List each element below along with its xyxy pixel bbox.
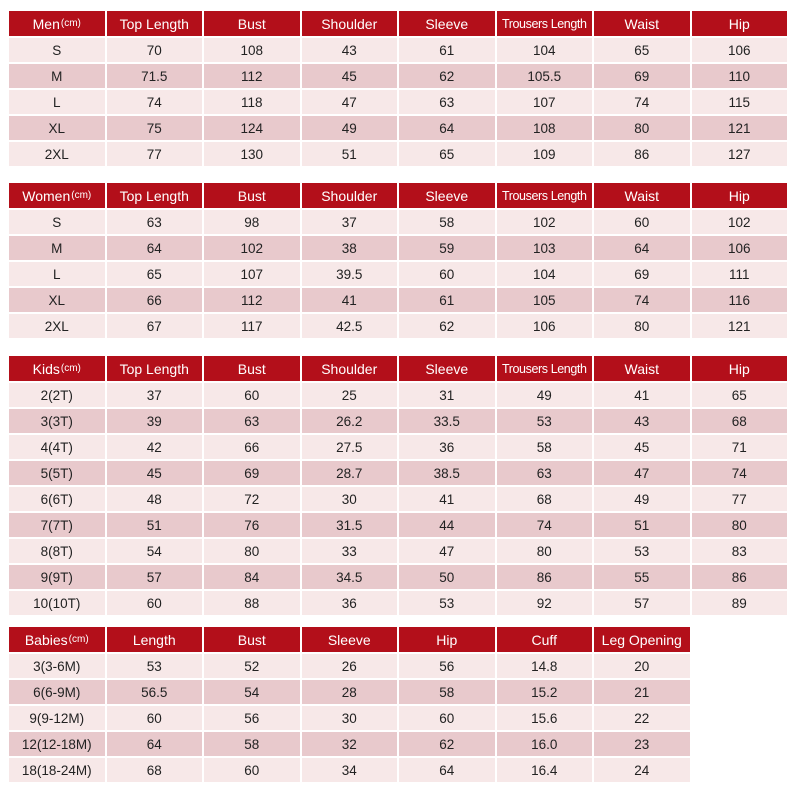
column-header-trousers-length: Trousers Length — [497, 356, 595, 383]
table-cell: 45 — [302, 64, 400, 90]
table-cell: 31.5 — [302, 513, 400, 539]
table-cell: 14.8 — [497, 654, 595, 680]
table-cell: 86 — [497, 565, 595, 591]
table-cell: 74 — [692, 461, 790, 487]
table-title-text: Women — [22, 187, 71, 204]
table-header — [9, 11, 789, 38]
table-title-text: Kids — [32, 360, 60, 377]
table-body — [9, 383, 789, 617]
table-cell: 24 — [594, 758, 692, 784]
table-cell: 118 — [204, 90, 302, 116]
table-cell: 33 — [302, 539, 400, 565]
table-cell: 28.7 — [302, 461, 400, 487]
table-cell: 106 — [692, 236, 790, 262]
table-row — [9, 210, 789, 236]
table-cell: 64 — [107, 732, 205, 758]
table-cell: 39 — [107, 409, 205, 435]
table-cell: 89 — [692, 591, 790, 617]
table-cell: 80 — [594, 314, 692, 340]
table-cell: 34 — [302, 758, 400, 784]
table-cell: 67 — [107, 314, 205, 340]
table-cell: 60 — [594, 210, 692, 236]
table-cell: 74 — [497, 513, 595, 539]
size-label: M — [9, 64, 107, 90]
table-cell: 66 — [107, 288, 205, 314]
column-header-bust: Bust — [204, 11, 302, 38]
size-label: 8(8T) — [9, 539, 107, 565]
column-header-trousers-length: Trousers Length — [497, 183, 595, 210]
table-cell: 74 — [594, 288, 692, 314]
table-cell: 70 — [107, 38, 205, 64]
column-header-cuff: Cuff — [497, 627, 595, 654]
table-cell: 41 — [302, 288, 400, 314]
table-header — [9, 627, 692, 654]
table-cell: 69 — [204, 461, 302, 487]
table-cell: 64 — [107, 236, 205, 262]
table-cell: 104 — [497, 38, 595, 64]
table-cell: 80 — [204, 539, 302, 565]
table-unit: (cm) — [60, 18, 81, 29]
table-title — [9, 356, 107, 383]
table-cell: 111 — [692, 262, 790, 288]
table-header — [9, 356, 789, 383]
table-cell: 56 — [399, 654, 497, 680]
table-cell: 107 — [204, 262, 302, 288]
column-header-shoulder: Shoulder — [302, 11, 400, 38]
table-cell: 38 — [302, 236, 400, 262]
table-title-text: Babies — [24, 631, 68, 648]
table-cell: 71 — [692, 435, 790, 461]
table-cell: 42 — [107, 435, 205, 461]
table-cell: 42.5 — [302, 314, 400, 340]
table-cell: 121 — [692, 314, 790, 340]
table-cell: 57 — [594, 591, 692, 617]
table-title-text: Men — [32, 15, 60, 32]
table-body — [9, 210, 789, 340]
table-cell: 49 — [497, 383, 595, 409]
size-table-men — [9, 11, 789, 168]
table-cell: 25 — [302, 383, 400, 409]
size-label: S — [9, 38, 107, 64]
table-cell: 45 — [107, 461, 205, 487]
size-label: XL — [9, 116, 107, 142]
column-header-sleeve: Sleeve — [399, 183, 497, 210]
table-cell: 105 — [497, 288, 595, 314]
table-row — [9, 461, 789, 487]
table-cell: 41 — [594, 383, 692, 409]
table-cell: 51 — [302, 142, 400, 168]
column-header-top-length: Top Length — [107, 183, 205, 210]
size-table-kids — [9, 356, 789, 617]
table-cell: 68 — [497, 487, 595, 513]
table-cell: 41 — [399, 487, 497, 513]
size-label: 5(5T) — [9, 461, 107, 487]
table-cell: 74 — [594, 90, 692, 116]
size-table-babies — [9, 627, 692, 784]
table-cell: 110 — [692, 64, 790, 90]
size-label: L — [9, 262, 107, 288]
table-cell: 106 — [497, 314, 595, 340]
table-cell: 60 — [107, 591, 205, 617]
table-row — [9, 116, 789, 142]
table-cell: 59 — [399, 236, 497, 262]
table-cell: 66 — [204, 435, 302, 461]
table-cell: 127 — [692, 142, 790, 168]
table-cell: 32 — [302, 732, 400, 758]
table-cell: 56 — [204, 706, 302, 732]
table-row — [9, 591, 789, 617]
table-cell: 53 — [107, 654, 205, 680]
column-header-waist: Waist — [594, 11, 692, 38]
size-label: XL — [9, 288, 107, 314]
table-cell: 45 — [594, 435, 692, 461]
table-cell: 77 — [107, 142, 205, 168]
table-cell: 86 — [594, 142, 692, 168]
column-header-shoulder: Shoulder — [302, 183, 400, 210]
table-cell: 69 — [594, 64, 692, 90]
column-header-bust: Bust — [204, 356, 302, 383]
table-cell: 60 — [399, 262, 497, 288]
table-cell: 60 — [204, 758, 302, 784]
table-cell: 63 — [497, 461, 595, 487]
table-cell: 86 — [692, 565, 790, 591]
table-cell: 60 — [107, 706, 205, 732]
table-header — [9, 183, 789, 210]
table-row — [9, 262, 789, 288]
column-header-leg-opening: Leg Opening — [594, 627, 692, 654]
table-cell: 15.6 — [497, 706, 595, 732]
table-row — [9, 758, 692, 784]
table-cell: 34.5 — [302, 565, 400, 591]
table-cell: 47 — [399, 539, 497, 565]
table-cell: 62 — [399, 64, 497, 90]
table-cell: 52 — [204, 654, 302, 680]
table-unit: (cm) — [60, 363, 81, 374]
table-row — [9, 314, 789, 340]
size-label: 6(6T) — [9, 487, 107, 513]
table-cell: 104 — [497, 262, 595, 288]
table-row — [9, 435, 789, 461]
column-header-sleeve: Sleeve — [399, 356, 497, 383]
size-label: 3(3T) — [9, 409, 107, 435]
table-cell: 48 — [107, 487, 205, 513]
table-cell: 36 — [302, 591, 400, 617]
table-cell: 80 — [497, 539, 595, 565]
table-cell: 60 — [204, 383, 302, 409]
table-row — [9, 236, 789, 262]
table-row — [9, 142, 789, 168]
table-cell: 61 — [399, 288, 497, 314]
column-header-hip: Hip — [399, 627, 497, 654]
table-cell: 88 — [204, 591, 302, 617]
column-header-top-length: Top Length — [107, 356, 205, 383]
table-cell: 38.5 — [399, 461, 497, 487]
table-cell: 112 — [204, 64, 302, 90]
table-body — [9, 38, 789, 168]
column-header-waist: Waist — [594, 356, 692, 383]
column-header-bust: Bust — [204, 183, 302, 210]
table-cell: 47 — [302, 90, 400, 116]
table-cell: 49 — [302, 116, 400, 142]
table-cell: 50 — [399, 565, 497, 591]
size-label: 9(9-12M) — [9, 706, 107, 732]
table-cell: 102 — [204, 236, 302, 262]
table-cell: 112 — [204, 288, 302, 314]
table-cell: 68 — [107, 758, 205, 784]
table-cell: 28 — [302, 680, 400, 706]
table-row — [9, 654, 692, 680]
table-unit: (cm) — [71, 190, 92, 201]
size-label: 9(9T) — [9, 565, 107, 591]
size-label: 4(4T) — [9, 435, 107, 461]
table-row — [9, 487, 789, 513]
table-cell: 64 — [594, 236, 692, 262]
table-cell: 51 — [107, 513, 205, 539]
table-cell: 26 — [302, 654, 400, 680]
column-header-hip: Hip — [692, 11, 790, 38]
size-label: 18(18-24M) — [9, 758, 107, 784]
table-cell: 102 — [497, 210, 595, 236]
table-cell: 53 — [497, 409, 595, 435]
table-cell: 54 — [107, 539, 205, 565]
table-cell: 33.5 — [399, 409, 497, 435]
table-row — [9, 706, 692, 732]
column-header-waist: Waist — [594, 183, 692, 210]
table-cell: 116 — [692, 288, 790, 314]
table-cell: 37 — [302, 210, 400, 236]
table-row — [9, 64, 789, 90]
column-header-trousers-length: Trousers Length — [497, 11, 595, 38]
size-label: 12(12-18M) — [9, 732, 107, 758]
size-label: S — [9, 210, 107, 236]
table-cell: 20 — [594, 654, 692, 680]
table-cell: 22 — [594, 706, 692, 732]
column-header-length: Length — [107, 627, 205, 654]
size-label: L — [9, 90, 107, 116]
table-cell: 64 — [399, 116, 497, 142]
table-cell: 68 — [692, 409, 790, 435]
table-row — [9, 732, 692, 758]
table-cell: 65 — [399, 142, 497, 168]
table-cell: 117 — [204, 314, 302, 340]
table-cell: 58 — [204, 732, 302, 758]
table-cell: 54 — [204, 680, 302, 706]
table-row — [9, 680, 692, 706]
table-cell: 61 — [399, 38, 497, 64]
table-cell: 103 — [497, 236, 595, 262]
size-label: 3(3-6M) — [9, 654, 107, 680]
size-label: M — [9, 236, 107, 262]
table-cell: 53 — [594, 539, 692, 565]
table-cell: 98 — [204, 210, 302, 236]
size-label: 2XL — [9, 314, 107, 340]
table-cell: 49 — [594, 487, 692, 513]
table-cell: 16.0 — [497, 732, 595, 758]
table-cell: 102 — [692, 210, 790, 236]
table-cell: 16.4 — [497, 758, 595, 784]
table-cell: 72 — [204, 487, 302, 513]
table-cell: 31 — [399, 383, 497, 409]
table-body — [9, 654, 692, 784]
table-cell: 47 — [594, 461, 692, 487]
table-cell: 43 — [594, 409, 692, 435]
table-cell: 58 — [399, 680, 497, 706]
table-cell: 69 — [594, 262, 692, 288]
table-cell: 55 — [594, 565, 692, 591]
table-row — [9, 38, 789, 64]
table-cell: 53 — [399, 591, 497, 617]
table-cell: 109 — [497, 142, 595, 168]
table-cell: 62 — [399, 732, 497, 758]
table-title — [9, 183, 107, 210]
table-cell: 105.5 — [497, 64, 595, 90]
table-cell: 106 — [692, 38, 790, 64]
table-row — [9, 565, 789, 591]
table-cell: 80 — [692, 513, 790, 539]
table-cell: 43 — [302, 38, 400, 64]
table-title — [9, 627, 107, 654]
table-cell: 83 — [692, 539, 790, 565]
table-row — [9, 383, 789, 409]
table-cell: 63 — [107, 210, 205, 236]
table-cell: 65 — [594, 38, 692, 64]
table-cell: 84 — [204, 565, 302, 591]
column-header-bust: Bust — [204, 627, 302, 654]
table-cell: 76 — [204, 513, 302, 539]
table-cell: 65 — [107, 262, 205, 288]
table-cell: 51 — [594, 513, 692, 539]
size-label: 2XL — [9, 142, 107, 168]
table-cell: 56.5 — [107, 680, 205, 706]
size-table-women — [9, 183, 789, 340]
size-label: 2(2T) — [9, 383, 107, 409]
size-label: 10(10T) — [9, 591, 107, 617]
table-cell: 27.5 — [302, 435, 400, 461]
table-cell: 63 — [204, 409, 302, 435]
table-row — [9, 90, 789, 116]
table-cell: 21 — [594, 680, 692, 706]
table-cell: 92 — [497, 591, 595, 617]
table-cell: 58 — [399, 210, 497, 236]
table-cell: 37 — [107, 383, 205, 409]
table-cell: 44 — [399, 513, 497, 539]
table-cell: 75 — [107, 116, 205, 142]
table-cell: 64 — [399, 758, 497, 784]
size-label: 6(6-9M) — [9, 680, 107, 706]
table-title — [9, 11, 107, 38]
column-header-sleeve: Sleeve — [399, 11, 497, 38]
table-cell: 124 — [204, 116, 302, 142]
table-cell: 121 — [692, 116, 790, 142]
table-cell: 108 — [204, 38, 302, 64]
table-cell: 30 — [302, 706, 400, 732]
column-header-sleeve: Sleeve — [302, 627, 400, 654]
table-cell: 77 — [692, 487, 790, 513]
table-row — [9, 409, 789, 435]
table-unit: (cm) — [68, 634, 89, 645]
column-header-hip: Hip — [692, 356, 790, 383]
column-header-top-length: Top Length — [107, 11, 205, 38]
table-cell: 115 — [692, 90, 790, 116]
table-cell: 108 — [497, 116, 595, 142]
table-cell: 23 — [594, 732, 692, 758]
table-cell: 36 — [399, 435, 497, 461]
table-cell: 39.5 — [302, 262, 400, 288]
table-cell: 58 — [497, 435, 595, 461]
column-header-hip: Hip — [692, 183, 790, 210]
table-cell: 65 — [692, 383, 790, 409]
table-cell: 62 — [399, 314, 497, 340]
table-cell: 130 — [204, 142, 302, 168]
table-cell: 74 — [107, 90, 205, 116]
table-cell: 63 — [399, 90, 497, 116]
column-header-shoulder: Shoulder — [302, 356, 400, 383]
table-row — [9, 288, 789, 314]
table-cell: 71.5 — [107, 64, 205, 90]
table-row — [9, 513, 789, 539]
table-cell: 80 — [594, 116, 692, 142]
table-cell: 57 — [107, 565, 205, 591]
table-cell: 26.2 — [302, 409, 400, 435]
table-cell: 107 — [497, 90, 595, 116]
table-cell: 30 — [302, 487, 400, 513]
table-row — [9, 539, 789, 565]
table-cell: 60 — [399, 706, 497, 732]
table-cell: 15.2 — [497, 680, 595, 706]
size-label: 7(7T) — [9, 513, 107, 539]
